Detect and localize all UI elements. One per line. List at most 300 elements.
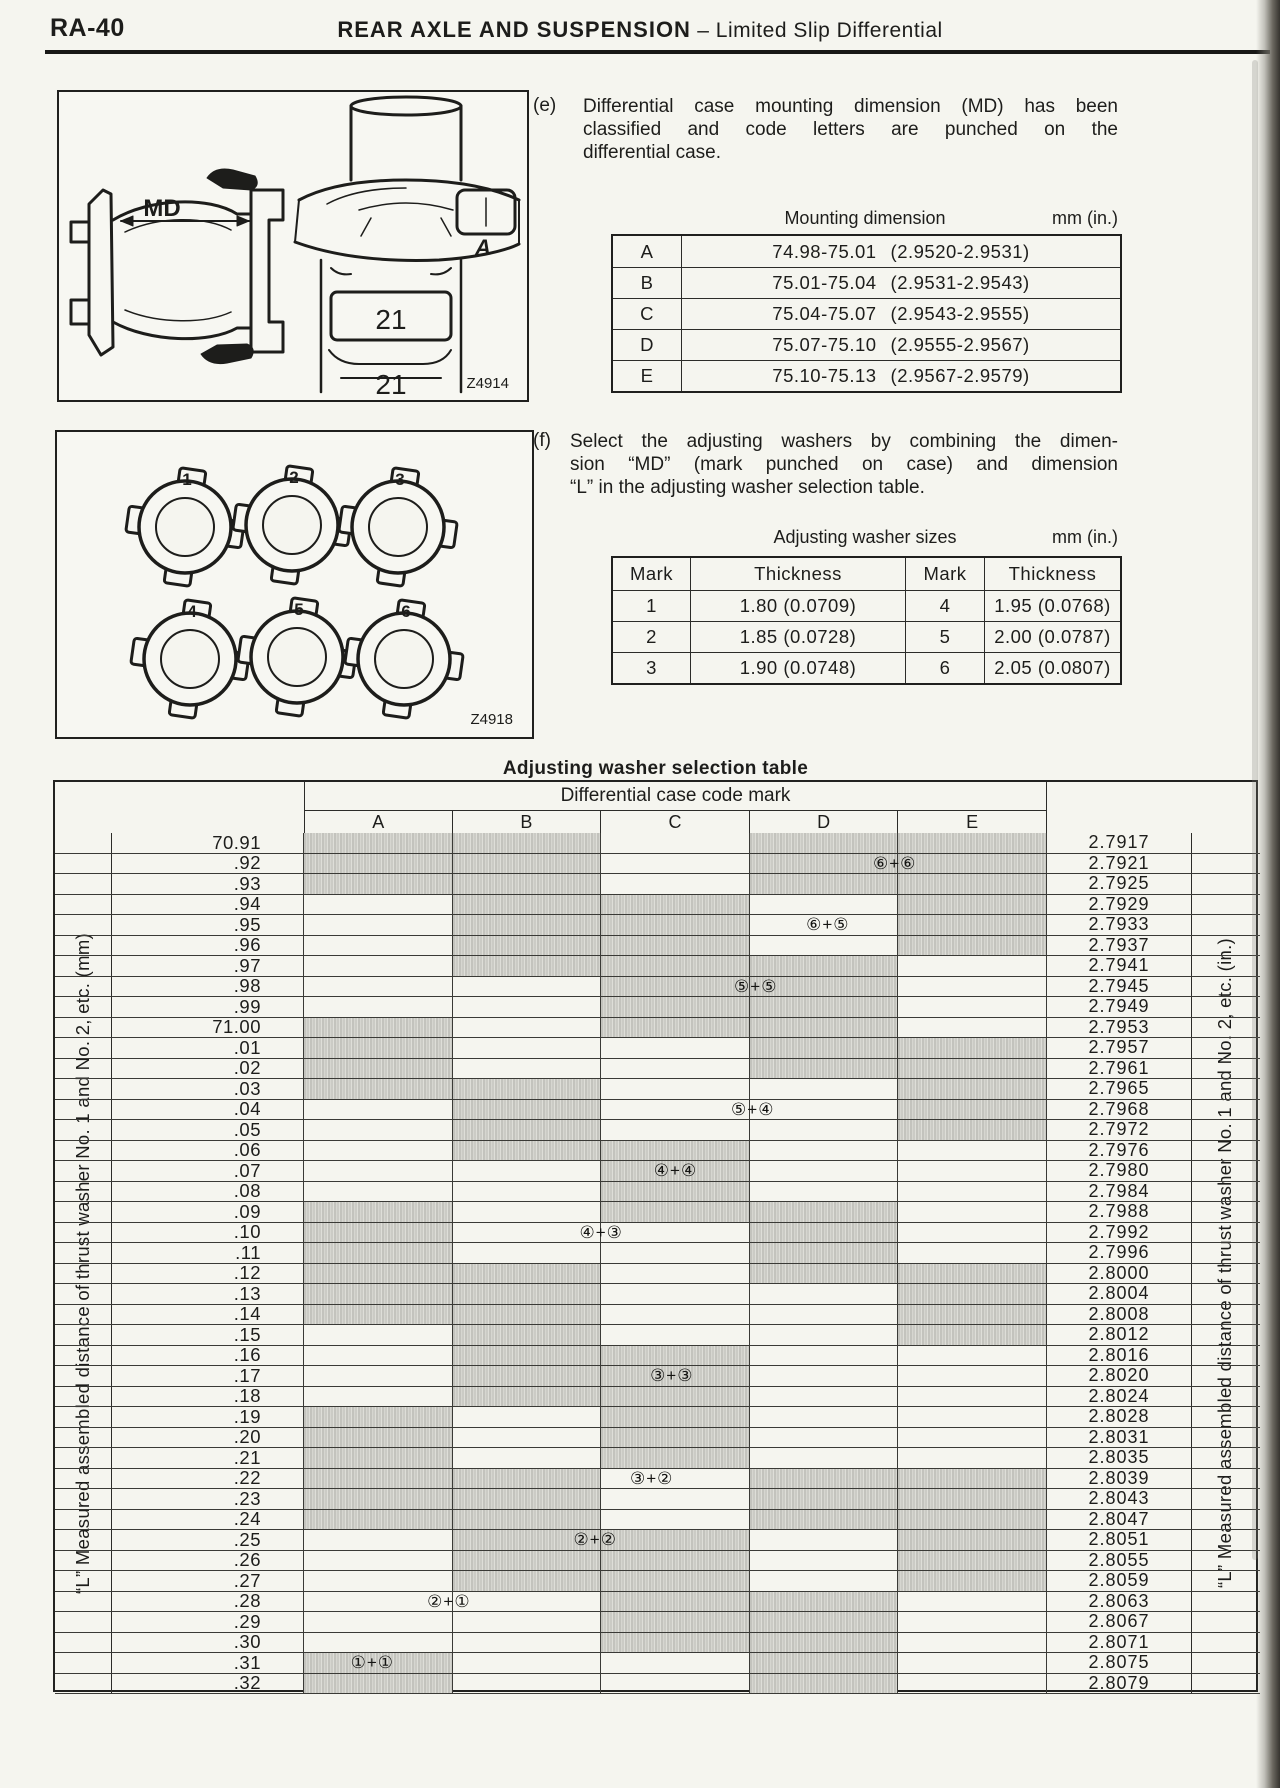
mounting-in: (2.9567-2.9579): [890, 365, 1030, 386]
code-cell-D: [750, 1284, 899, 1304]
left-label-spacer: [55, 1571, 112, 1591]
code-cell-A: [304, 1182, 453, 1202]
distance-in-value: 2.7949: [1047, 997, 1192, 1017]
selection-row: [55, 1571, 1260, 1592]
mounting-dimension-table: [611, 234, 1122, 393]
selection-row: [55, 1264, 1260, 1285]
code-cell-A: [304, 1633, 453, 1653]
code-cell-B: [453, 915, 602, 935]
distance-mm-label: .08: [112, 1182, 304, 1202]
distance-in-value: 2.8055: [1047, 1551, 1192, 1571]
code-cell-E: [898, 1551, 1047, 1571]
code-cell-C: [601, 1284, 750, 1304]
selection-row: [55, 895, 1260, 916]
washer-1: [126, 468, 244, 586]
distance-mm-label: .32: [112, 1674, 304, 1694]
selection-row: [55, 956, 1260, 977]
code-cell-A: [304, 1100, 453, 1120]
code-cell-B: [453, 1284, 602, 1304]
selection-row: [55, 997, 1260, 1018]
left-label-spacer: [55, 1612, 112, 1632]
washer-number: 4: [187, 602, 197, 621]
mounting-row: [613, 329, 1120, 360]
code-cell-A: [304, 1407, 453, 1427]
code-cell-C: [601, 1407, 750, 1427]
section-e-line2: classified and code letters are punched on the: [583, 119, 1118, 140]
code-cell-E: [898, 1202, 1047, 1222]
section-e-line3: differential case.: [583, 142, 722, 163]
distance-in-value: 2.7929: [1047, 895, 1192, 915]
code-cell-E: [898, 1633, 1047, 1653]
selection-row: [55, 1387, 1260, 1408]
code-cell-C: [601, 1182, 750, 1202]
selection-row: [55, 1510, 1260, 1531]
code-cell-C: [601, 1202, 750, 1222]
selection-row: [55, 1612, 1260, 1633]
selection-row: [55, 1223, 1260, 1244]
code-cell-D: [750, 833, 899, 853]
left-label-spacer: [55, 1592, 112, 1612]
code-cell-C: [601, 1592, 750, 1612]
selection-row: [55, 1284, 1260, 1305]
code-cell-C: [601, 1510, 750, 1530]
code-cell-E: [898, 1120, 1047, 1140]
selection-row: [55, 1346, 1260, 1367]
code-cell-A: [304, 1428, 453, 1448]
distance-in-value: 2.8063: [1047, 1592, 1192, 1612]
code-cell-B: [453, 1202, 602, 1222]
washer-5: [238, 598, 356, 716]
code-cell-D: [750, 1223, 899, 1243]
code-cell-B: [453, 1182, 602, 1202]
left-label-spacer: [55, 1141, 112, 1161]
distance-in-value: 2.7996: [1047, 1243, 1192, 1263]
code-cell-B: [453, 1079, 602, 1099]
selection-row: [55, 1530, 1260, 1551]
code-cell-D: [750, 1674, 899, 1694]
left-label-spacer: [55, 1448, 112, 1468]
code-cell-E: [898, 977, 1047, 997]
selection-row: [55, 1243, 1260, 1264]
selection-row: [55, 1079, 1260, 1100]
distance-mm-label: .09: [112, 1202, 304, 1222]
washer-bore: [369, 498, 427, 556]
selection-row: [55, 1551, 1260, 1572]
left-label-spacer: [55, 977, 112, 997]
left-label-spacer: [55, 1551, 112, 1571]
mounting-value: [681, 268, 1120, 298]
code-cell-D: [750, 1161, 899, 1181]
code-column-header-C: C: [601, 811, 750, 833]
code-cell-D: [750, 1243, 899, 1263]
code-cell-B: [453, 854, 602, 874]
code-cell-E: [898, 1346, 1047, 1366]
mounting-mm: 75.04-75.07: [772, 303, 877, 324]
code-cell-C: [601, 1264, 750, 1284]
washer-header-cell: Mark: [905, 558, 984, 590]
code-cell-A: [304, 1243, 453, 1263]
distance-in-value: 2.8059: [1047, 1571, 1192, 1591]
section-e-line1: Differential case mounting dimension (MD) has been: [583, 96, 1118, 117]
distance-mm-label: .22: [112, 1469, 304, 1489]
code-cell-C: [601, 936, 750, 956]
code-cell-C: [601, 956, 750, 976]
washer-number: 2: [289, 468, 299, 487]
selection-row: [55, 1428, 1260, 1449]
code-cell-A: [304, 1510, 453, 1530]
mounting-row: [613, 236, 1120, 267]
code-cell-D: [750, 1120, 899, 1140]
code-cell-D: [750, 1325, 899, 1345]
distance-mm-label: .23: [112, 1489, 304, 1509]
distance-in-value: 2.8079: [1047, 1674, 1192, 1694]
washer-combo-label: ①+①: [350, 1653, 395, 1673]
washer-size-cell: 2.05 (0.0807): [984, 653, 1120, 683]
distance-mm-label: .14: [112, 1305, 304, 1325]
left-label-spacer: [55, 1530, 112, 1550]
washer-size-cell: 2.00 (0.0787): [984, 622, 1120, 652]
distance-in-value: 2.8016: [1047, 1346, 1192, 1366]
washer-bore: [375, 630, 433, 688]
code-cell-C: [601, 1141, 750, 1161]
code-cell-C: [601, 1100, 750, 1120]
left-label-spacer: [55, 1182, 112, 1202]
distance-mm-label: .17: [112, 1366, 304, 1386]
code-cell-E: [898, 936, 1047, 956]
code-cell-D: [750, 997, 899, 1017]
code-cell-D: [750, 1264, 899, 1284]
code-cell-E: [898, 1305, 1047, 1325]
code-cell-D: [750, 1489, 899, 1509]
distance-mm-label: 70.91: [112, 833, 304, 853]
code-column-header-B: B: [453, 811, 602, 833]
code-cell-C: [601, 1059, 750, 1079]
washer-number: 3: [395, 470, 405, 489]
distance-mm-label: .92: [112, 854, 304, 874]
distance-mm-label: .04: [112, 1100, 304, 1120]
left-label-spacer: [55, 1366, 112, 1386]
code-cell-C: [601, 915, 750, 935]
distance-mm-label: .27: [112, 1571, 304, 1591]
code-cell-E: [898, 895, 1047, 915]
distance-mm-label: .94: [112, 895, 304, 915]
code-cell-D: [750, 1530, 899, 1550]
selection-row: [55, 833, 1260, 854]
code-cell-C: [601, 1346, 750, 1366]
code-cell-D: [750, 1407, 899, 1427]
code-cell-A: [304, 1325, 453, 1345]
washer-bore: [161, 630, 219, 688]
distance-mm-label: 71.00: [112, 1018, 304, 1038]
washer-size-cell: 1.90 (0.0748): [690, 653, 905, 683]
mounting-in: (2.9555-2.9567): [890, 334, 1030, 355]
distance-mm-label: .18: [112, 1387, 304, 1407]
distance-in-value: 2.8004: [1047, 1284, 1192, 1304]
washer-size-row: [613, 652, 1120, 683]
code-cell-D: [750, 1612, 899, 1632]
left-label-spacer: [55, 997, 112, 1017]
left-label-spacer: [55, 1510, 112, 1530]
code-cell-B: [453, 1141, 602, 1161]
code-cell-E: [898, 1059, 1047, 1079]
code-cell-B: [453, 1059, 602, 1079]
distance-in-value: 2.7992: [1047, 1223, 1192, 1243]
code-cell-A: [304, 915, 453, 935]
code-cell-B: [453, 1018, 602, 1038]
washer-size-row: [613, 590, 1120, 621]
code-cell-B: [453, 1120, 602, 1140]
code-cell-E: [898, 854, 1047, 874]
code-cell-C: [601, 1223, 750, 1243]
distance-mm-label: .10: [112, 1223, 304, 1243]
code-mark-group-header: Differential case code mark: [304, 782, 1047, 811]
code-cell-A: [304, 854, 453, 874]
mounting-code: B: [640, 272, 654, 293]
left-label-spacer: [55, 1653, 112, 1673]
code-cell-B: [453, 1305, 602, 1325]
code-cell-D: [750, 1653, 899, 1673]
ring-gear-number-top: 21: [375, 304, 407, 335]
code-cell-E: [898, 874, 1047, 894]
code-cell-A: [304, 936, 453, 956]
code-cell-C: [601, 1469, 750, 1489]
code-cell-A: [304, 977, 453, 997]
washer-combo-label: ⑥+⑥: [872, 853, 917, 873]
distance-in-value: 2.7921: [1047, 854, 1192, 874]
mounting-value: [681, 299, 1120, 329]
selection-table-body: [55, 833, 1260, 1694]
ring-gear-number-bottom: 21: [375, 369, 407, 395]
left-label-spacer: [55, 1387, 112, 1407]
mounting-code: A: [640, 240, 654, 262]
distance-mm-label: .95: [112, 915, 304, 935]
selection-row: [55, 1592, 1260, 1613]
distance-in-value: 2.8008: [1047, 1305, 1192, 1325]
md-dimension-label: MD: [143, 195, 181, 222]
left-label-spacer: [55, 1079, 112, 1099]
left-label-spacer: [55, 1428, 112, 1448]
washer-combo-label: ⑥+⑤: [806, 915, 850, 935]
code-cell-A: [304, 1489, 453, 1509]
code-cell-E: [898, 1592, 1047, 1612]
code-cell-B: [453, 1674, 602, 1694]
left-label-spacer: [55, 1674, 112, 1694]
code-cell-E: [898, 1038, 1047, 1058]
distance-mm-label: .15: [112, 1325, 304, 1345]
scan-edge-shadow: [1256, 0, 1280, 1788]
code-cell-C: [601, 1530, 750, 1550]
distance-in-value: 2.8024: [1047, 1387, 1192, 1407]
mounting-table-title: Mounting dimension: [784, 208, 946, 228]
mounting-in: (2.9543-2.9555): [890, 303, 1030, 324]
code-cell-C: [601, 1633, 750, 1653]
washer-size-cell: 2: [646, 626, 657, 647]
distance-in-value: 2.7937: [1047, 936, 1192, 956]
mounting-row: [613, 360, 1120, 391]
distance-mm-label: .29: [112, 1612, 304, 1632]
code-cell-B: [453, 1653, 602, 1673]
left-label-spacer: [55, 956, 112, 976]
washer-2: [233, 466, 351, 584]
distance-in-value: 2.8000: [1047, 1264, 1192, 1284]
code-cell-C: [601, 1120, 750, 1140]
distance-in-value: 2.7984: [1047, 1182, 1192, 1202]
code-cell-C: [601, 1674, 750, 1694]
distance-in-value: 2.7961: [1047, 1059, 1192, 1079]
selection-row: [55, 1141, 1260, 1162]
code-cell-A: [304, 833, 453, 853]
left-label-spacer: [55, 1100, 112, 1120]
code-cell-A: [304, 1018, 453, 1038]
code-cell-C: [601, 1653, 750, 1673]
code-cell-C: [601, 1612, 750, 1632]
mounting-value: [681, 330, 1120, 360]
selection-row: [55, 1202, 1260, 1223]
code-cell-A: [304, 956, 453, 976]
code-cell-E: [898, 1325, 1047, 1345]
code-cell-E: [898, 1243, 1047, 1263]
washer-table-unit: mm (in.): [1052, 527, 1118, 547]
washer-6: [345, 600, 463, 718]
left-label-spacer: [55, 1489, 112, 1509]
scan-edge-streak: [1252, 60, 1258, 1560]
mounting-value: [681, 236, 1120, 267]
hub-flange: [89, 190, 113, 355]
code-cell-D: [750, 1366, 899, 1386]
code-cell-D: [750, 1202, 899, 1222]
washer-sizes-table: [611, 556, 1122, 685]
code-cell-B: [453, 1038, 602, 1058]
washer-number: 6: [401, 602, 411, 621]
code-cell-D: [750, 1182, 899, 1202]
code-cell-C: [601, 997, 750, 1017]
distance-in-value: 2.8035: [1047, 1448, 1192, 1468]
code-cell-B: [453, 1489, 602, 1509]
washer-combo-label: ④+③: [579, 1222, 623, 1242]
distance-mm-label: .07: [112, 1161, 304, 1181]
distance-mm-label: .26: [112, 1551, 304, 1571]
code-cell-A: [304, 1305, 453, 1325]
washer-size-cell: 3: [646, 657, 657, 678]
code-cell-E: [898, 1366, 1047, 1386]
code-cell-D: [750, 1448, 899, 1468]
selection-table-frame: [53, 780, 1258, 1692]
code-cell-A: [304, 895, 453, 915]
washer-number: 5: [294, 600, 304, 619]
code-cell-C: [601, 1038, 750, 1058]
code-cell-A: [304, 1223, 453, 1243]
distance-mm-label: .96: [112, 936, 304, 956]
distance-in-value: 2.8039: [1047, 1469, 1192, 1489]
code-column-header-E: E: [898, 811, 1047, 833]
selection-row: [55, 1038, 1260, 1059]
left-label-spacer: [55, 1305, 112, 1325]
code-mark-label: A: [475, 235, 491, 260]
washer-size-row: [613, 621, 1120, 652]
mounting-code: E: [640, 365, 654, 386]
washer-header-cell: Thickness: [984, 558, 1120, 590]
washer-size-cell: 5: [905, 622, 984, 652]
code-cell-C: [601, 1305, 750, 1325]
washer-table-title: Adjusting washer sizes: [773, 527, 957, 547]
distance-mm-label: .01: [112, 1038, 304, 1058]
selection-table-title: Adjusting washer selection table: [502, 758, 809, 779]
code-cell-C: [601, 1448, 750, 1468]
distance-mm-label: .24: [112, 1510, 304, 1530]
page-title-section: REAR AXLE AND SUSPENSION: [337, 17, 691, 42]
distance-mm-label: .11: [112, 1243, 304, 1263]
code-cell-E: [898, 1530, 1047, 1550]
washer-header-row: [613, 558, 1120, 590]
code-cell-D: [750, 1387, 899, 1407]
washer-combo-label: ③+③: [650, 1366, 694, 1386]
selection-row: [55, 1633, 1260, 1654]
distance-in-value: 2.7953: [1047, 1018, 1192, 1038]
distance-mm-label: .03: [112, 1079, 304, 1099]
mounting-mm: 74.98-75.01: [772, 240, 877, 262]
distance-mm-label: .97: [112, 956, 304, 976]
washer-size-cell: 1.80 (0.0709): [690, 591, 905, 621]
code-cell-E: [898, 1182, 1047, 1202]
figure1-code: Z4914: [466, 375, 509, 392]
distance-in-value: 2.8067: [1047, 1612, 1192, 1632]
selection-row: [55, 936, 1260, 957]
left-label-spacer: [55, 1469, 112, 1489]
left-label-spacer: [55, 936, 112, 956]
code-cell-A: [304, 1387, 453, 1407]
washer-bore: [268, 628, 326, 686]
code-cell-A: [304, 1571, 453, 1591]
code-cell-B: [453, 1551, 602, 1571]
code-cell-E: [898, 1387, 1047, 1407]
distance-in-value: 2.7933: [1047, 915, 1192, 935]
code-cell-E: [898, 915, 1047, 935]
code-cell-D: [750, 1346, 899, 1366]
section-f-line2: sion “MD” (mark punched on case) and dimension: [570, 454, 1118, 475]
code-cell-C: [601, 833, 750, 853]
code-cell-E: [898, 1469, 1047, 1489]
distance-mm-label: .20: [112, 1428, 304, 1448]
code-cell-E: [898, 1407, 1047, 1427]
distance-in-value: 2.8075: [1047, 1653, 1192, 1673]
code-cell-B: [453, 1346, 602, 1366]
code-cell-E: [898, 1653, 1047, 1673]
distance-in-value: 2.7968: [1047, 1100, 1192, 1120]
distance-in-value: 2.8043: [1047, 1489, 1192, 1509]
mounting-in: (2.9520-2.9531): [890, 240, 1030, 262]
distance-in-value: 2.7917: [1047, 833, 1192, 853]
code-cell-C: [601, 895, 750, 915]
distance-in-value: 2.8071: [1047, 1633, 1192, 1653]
code-cell-E: [898, 1428, 1047, 1448]
differential-case-drawing: [59, 92, 523, 395]
section-f-paragraph: [570, 430, 1118, 499]
distance-mm-label: .98: [112, 977, 304, 997]
code-cell-A: [304, 1366, 453, 1386]
selection-row: [55, 874, 1260, 895]
code-cell-C: [601, 1387, 750, 1407]
washer-combo-label: ②+②: [573, 1530, 617, 1550]
code-cell-E: [898, 1223, 1047, 1243]
left-label-spacer: [55, 854, 112, 874]
washer-combo-label: ④+④: [653, 1161, 698, 1181]
left-label-spacer: [55, 915, 112, 935]
distance-in-value: 2.7976: [1047, 1141, 1192, 1161]
washer-bore: [156, 498, 214, 556]
distance-mm-label: .93: [112, 874, 304, 894]
code-cell-D: [750, 1059, 899, 1079]
bolt-bottom: [201, 344, 253, 364]
